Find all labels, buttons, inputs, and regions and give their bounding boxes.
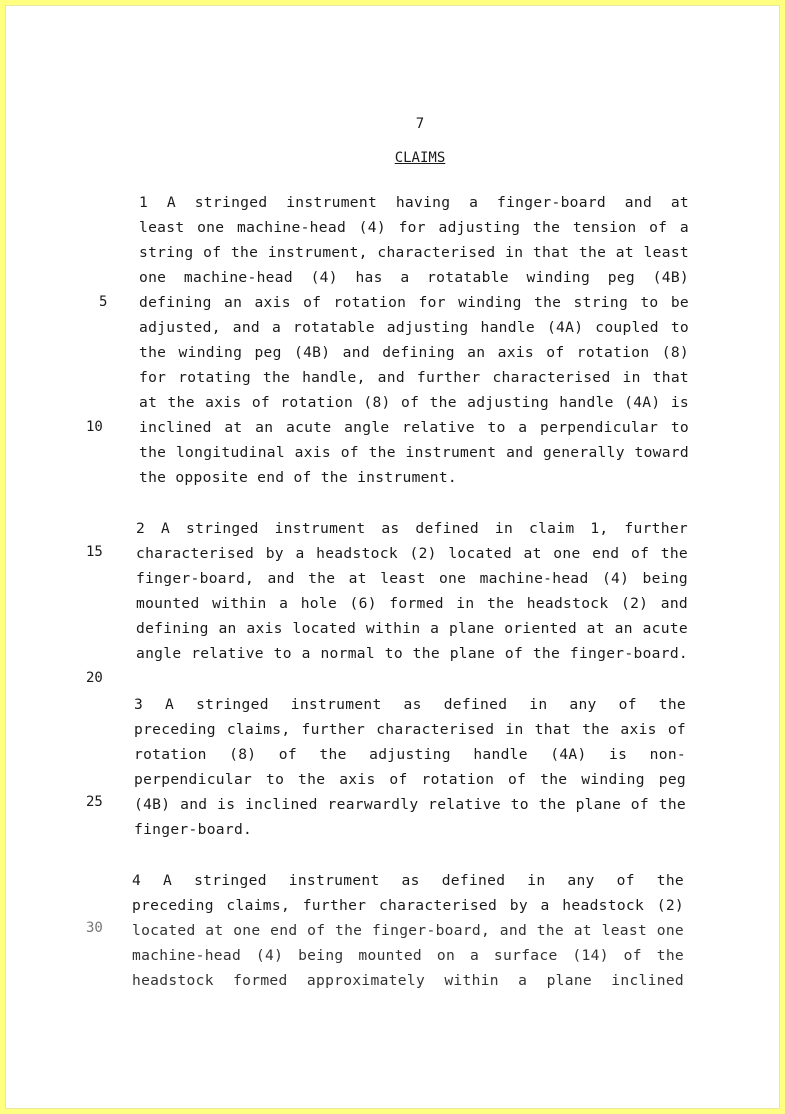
claim-1-line: the winding peg (4B) and defining an axis of rotation (8): [139, 344, 689, 361]
line-number: 20: [86, 670, 103, 686]
line-number: 15: [86, 544, 103, 560]
claim-3-line: finger-board.: [134, 821, 253, 838]
line-number: 5: [99, 294, 108, 310]
claim-1-line: one machine-head (4) has a rotatable winding peg (4B): [139, 269, 689, 286]
claim-2-line: defining an axis located within a plane oriented at an acute: [136, 620, 688, 637]
claim-4-line: preceding claims, further characterised by a headstock (2): [132, 897, 684, 914]
claim-1-line: adjusted, and a rotatable adjusting handle (4A) coupled to: [139, 319, 689, 336]
claim-2-line: 2 A stringed instrument as defined in claim 1, further: [136, 520, 688, 537]
claim-3-line: rotation (8) of the adjusting handle (4A) is non-: [134, 746, 686, 763]
claim-4-line: located at one end of the finger-board, and the at least one: [132, 922, 684, 939]
claim-1-line: the opposite end of the instrument.: [139, 469, 458, 486]
claim-4-line: 4 A stringed instrument as defined in any of the: [132, 872, 684, 889]
claim-3-line: perpendicular to the axis of rotation of the winding peg: [134, 771, 686, 788]
line-number: 25: [86, 794, 103, 810]
claim-1-line: for rotating the handle, and further characterised in that: [139, 369, 689, 386]
claim-2-line: mounted within a hole (6) formed in the headstock (2) and: [136, 595, 688, 612]
claim-3-line: preceding claims, further characterised in that the axis of: [134, 721, 686, 738]
claim-4-line: machine-head (4) being mounted on a surface (14) of the: [132, 947, 684, 964]
page-number: 7: [415, 116, 425, 132]
claim-2-line: finger-board, and the at least one machine-head (4) being: [136, 570, 688, 587]
claim-1-line: at the axis of rotation (8) of the adjusting handle (4A) is: [139, 394, 689, 411]
claim-1-line: string of the instrument, characterised in that the at least: [139, 244, 689, 261]
line-number: 30: [86, 920, 103, 936]
document-page: [5, 5, 780, 1109]
claim-3-line: 3 A stringed instrument as defined in any of the: [134, 696, 686, 713]
claims-heading: CLAIMS: [394, 150, 446, 166]
claim-2-line: characterised by a headstock (2) located at one end of the: [136, 545, 688, 562]
claim-2-line: angle relative to a normal to the plane of the finger-board.: [136, 645, 688, 662]
claim-1-line: the longitudinal axis of the instrument and generally toward: [139, 444, 689, 461]
claim-1-line: defining an axis of rotation for winding the string to be: [139, 294, 689, 311]
claim-1-line: inclined at an acute angle relative to a perpendicular to: [139, 419, 689, 436]
claim-3-line: (4B) and is inclined rearwardly relative to the plane of the: [134, 796, 686, 813]
claim-1-line: 1 A stringed instrument having a finger-board and at: [139, 194, 689, 211]
line-number: 10: [86, 419, 103, 435]
claim-4-line: headstock formed approximately within a plane inclined: [132, 972, 684, 989]
claim-1-line: least one machine-head (4) for adjusting the tension of a: [139, 219, 689, 236]
